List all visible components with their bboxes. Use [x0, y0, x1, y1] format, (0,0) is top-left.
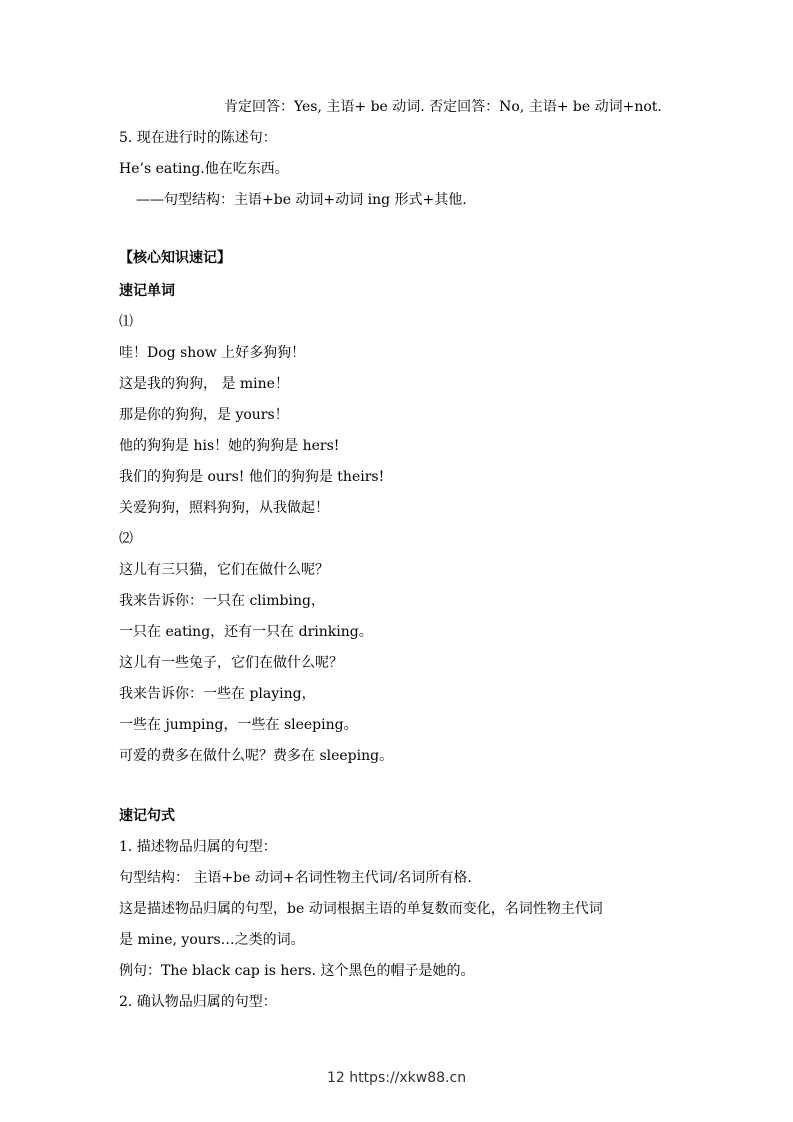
part2-line: 一只在 eating，还有一只在 drinking。	[119, 624, 373, 640]
part1-line: 这是我的狗狗， 是 mine！	[119, 376, 289, 392]
sentence-line: 1. 描述物品归属的句型：	[119, 839, 277, 855]
sentence-line: 是 mine, yours…之类的词。	[119, 932, 305, 948]
answers-line: 肯定回答：Yes, 主语+ be 动词. 否定回答：No, 主语+ be 动词+not.	[224, 99, 662, 115]
part1-line: 他的狗狗是 his！她的狗狗是 hers!	[119, 438, 340, 454]
core-heading: 【核心知识速记】	[119, 250, 231, 266]
part2-line: 这儿有一些兔子，它们在做什么呢？	[119, 655, 343, 671]
part2-line: 我来告诉你：一些在 playing，	[119, 686, 316, 702]
part1-line: 关爱狗狗，照料狗狗，从我做起！	[119, 500, 329, 516]
item5-title: 5. 现在进行时的陈述句：	[119, 130, 277, 146]
sentence-line: 2. 确认物品归属的句型：	[119, 994, 277, 1010]
sentence-line: 这是描述物品归属的句型，be 动词根据主语的单复数而变化，名词性物主代词	[119, 901, 603, 917]
part2-label: ⑵	[119, 531, 133, 547]
sentence-line: 句型结构： 主语+be 动词+名词性物主代词/名词所有格.	[119, 870, 472, 886]
words-heading: 速记单词	[119, 283, 175, 299]
part1-line: 那是你的狗狗，是 yours！	[119, 407, 289, 423]
part2-line: 这儿有三只猫，它们在做什么呢？	[119, 562, 329, 578]
sentence-line: 例句：The black cap is hers. 这个黑色的帽子是她的。	[119, 963, 475, 979]
sentences-heading: 速记句式	[119, 808, 175, 824]
item5-structure: ——句型结构：主语+be 动词+动词 ing 形式+其他.	[136, 192, 467, 208]
part1-line: 哇！Dog show 上好多狗狗！	[119, 345, 306, 361]
item5-example: He’s eating.他在吃东西。	[119, 161, 289, 177]
part1-line: 我们的狗狗是 ours! 他们的狗狗是 theirs!	[119, 469, 385, 485]
part2-line: 一些在 jumping，一些在 sleeping。	[119, 717, 358, 733]
part2-line: 我来告诉你：一只在 climbing，	[119, 593, 325, 609]
part2-line: 可爱的费多在做什么呢？费多在 sleeping。	[119, 748, 394, 764]
part1-label: ⑴	[119, 314, 133, 330]
page-footer: 12 https://xkw88.cn	[326, 1070, 467, 1086]
